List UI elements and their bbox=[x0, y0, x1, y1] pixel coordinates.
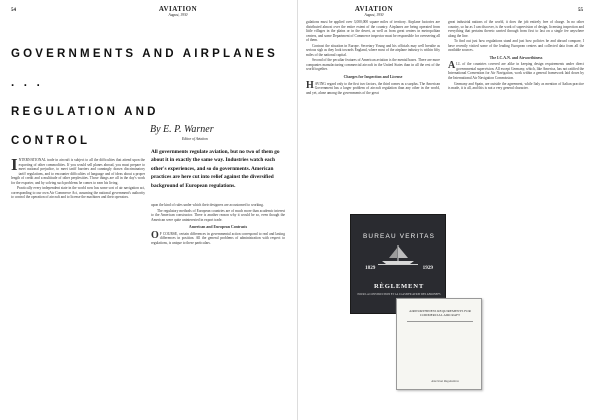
paragraph: great industrial nations of the world, it does the job entirely free of charge. In no other country, so far as I can discover, is the work of supervision of design, licensing inspection and everything that pertains thereto carried through from first to last on a single fee anywhere along the line. bbox=[448, 20, 584, 38]
paragraph-text: AVING regard only to the first two factors, the third comes as a surplus. The American Government has a larger problem of aircraft regulation than any other in the world, and yet, alone among the governments of the great bbox=[306, 81, 440, 95]
lead-paragraph: All governments regulate aviation, but no two of them go about it in exactly the same way. Industries watch each other's experiences, and so do governments. American practices are here cut into relief against the diversified background of European regulations. bbox=[151, 149, 280, 189]
paragraph bbox=[151, 229, 285, 246]
image-caption: American Regulations bbox=[431, 379, 459, 383]
headline-line-2: REGULATION AND bbox=[11, 106, 159, 118]
paragraph: Contrast the situation in Europe. Secretary Young and his officials may well breathe as serious sigh as they look towards England, where most of the airplane industry is within fifty miles of the national capital. bbox=[306, 43, 440, 57]
right-column-1 bbox=[306, 20, 440, 96]
airworthiness-requirements-booklet bbox=[396, 298, 482, 390]
paragraph: upon the kind of rules under which their designers are accustomed to working. bbox=[151, 203, 264, 207]
author-role: Editor of Aviation bbox=[182, 137, 208, 141]
booklet-title: AIRWORTHINESS REQUIREMENTS FOR COMMERCIAL AIRCRAFT bbox=[409, 309, 471, 317]
drop-cap: I bbox=[11, 155, 18, 174]
left-column-2 bbox=[151, 203, 285, 246]
author-name: By E. P. Warner bbox=[150, 124, 214, 135]
book-title: BUREAU VERITAS bbox=[362, 233, 436, 240]
paragraph: Practically every independent state in the world now has some sort of air navigation act, corresponding to our own Air Commerce Act, assuming the national government's authority to control the operation of aircraft and to license the machines and their operators. bbox=[11, 186, 145, 200]
paragraph: gulations must be applied over 3,000,000 square miles of territory. Airplane factories are distributed almost over the entire extent of the country. Airplanes are being operated from little villages in the plains or in the desert, as well as from great centers in metropolitan centers, and some Department of Commerce inspector must be responsible for overseeing all of them. bbox=[306, 20, 440, 43]
byline bbox=[150, 124, 290, 141]
drop-cap: A bbox=[448, 60, 456, 72]
paragraph-text: LL of the countries covered are alike in keeping design requirements under direct governmental supervision. All except Germany, which, like America, has not ratified the International Convention for Air Navigation, work within a general framework laid down by the International Air Navigation Commission. bbox=[448, 62, 584, 81]
running-head-left bbox=[148, 6, 208, 18]
paragraph: To find out just how regulations stand and just how policies be and abroad compare, I have recently visited some of the leading European centers and collected data from all the available sources. bbox=[448, 39, 584, 53]
running-head-right bbox=[344, 6, 404, 18]
paragraph bbox=[306, 79, 440, 96]
headline-line-3: CONTROL bbox=[11, 135, 91, 147]
magazine-name: AVIATION bbox=[158, 5, 198, 13]
divider bbox=[407, 321, 473, 322]
section-subhead: Charges for Inspection and License bbox=[343, 75, 403, 80]
paragraph: The regulatory methods of European countries are of much more than academic interest to the American constructor. There is another reason why it would be so, even though the American were quite uninterested in export trade. bbox=[151, 208, 285, 222]
left-column-1 bbox=[11, 155, 145, 201]
magazine-name: AVIATION bbox=[354, 5, 394, 13]
drop-cap: H bbox=[306, 79, 314, 91]
page-number-right: 55 bbox=[578, 8, 583, 13]
paragraph: Germany and Spain, are outside the agreement, while Italy as mention of Italian practice is made, it is all, and this is not a very general character. bbox=[448, 81, 584, 91]
paragraph-text: NTERNATIONAL trade in aircraft is subject to all the difficulties that attend upon the exporting of other commodities. If you would sell planes abroad, you must prepare to meet national prejudice, to meet tariff barriers and cunningly drawn discriminatory tariff regulations, and to encounter difficulties of language and of ideas about a proper length of credit and a multitude of other perplexities. Those things are all in the day's work for the exporter, and by solving such problems he comes to earn his living. bbox=[11, 158, 145, 185]
year-start: 1829 bbox=[365, 265, 376, 271]
right-page bbox=[297, 0, 594, 420]
headline-line-1: GOVERNMENTS AND AIRPLANES . . . bbox=[11, 48, 278, 89]
book-subtitle-2: POUR LA CONSTRUCTION ET LA CLASSIFICATION DES AERONEFS bbox=[357, 293, 441, 296]
paragraph: Second of the peculiar features of American aviation is the mental bases. There are more companies manufacturing commercial aircraft in the United States than in all the rest of the world together. bbox=[306, 58, 440, 72]
paragraph bbox=[11, 155, 145, 185]
right-column-2 bbox=[448, 20, 584, 92]
year-end: 1929 bbox=[422, 265, 433, 271]
section-subhead: The I.C.A.N. and Airworthiness bbox=[489, 55, 543, 60]
drop-cap: O bbox=[151, 229, 159, 241]
paragraph-text: F COURSE, certain differences in governmental action correspond to real and lasting differences in position. All the general problems of administration with respect to regulations, is unique to these particulars. bbox=[151, 231, 285, 245]
issue-date: August, 1930 bbox=[168, 13, 188, 17]
book-subtitle: RÈGLEMENT bbox=[373, 283, 425, 290]
page-number-left: 54 bbox=[11, 8, 16, 13]
ship-emblem-icon bbox=[378, 243, 418, 265]
section-subhead: American and European Contrasts bbox=[188, 225, 248, 230]
paragraph bbox=[448, 62, 584, 80]
issue-date: August, 1930 bbox=[364, 13, 384, 17]
